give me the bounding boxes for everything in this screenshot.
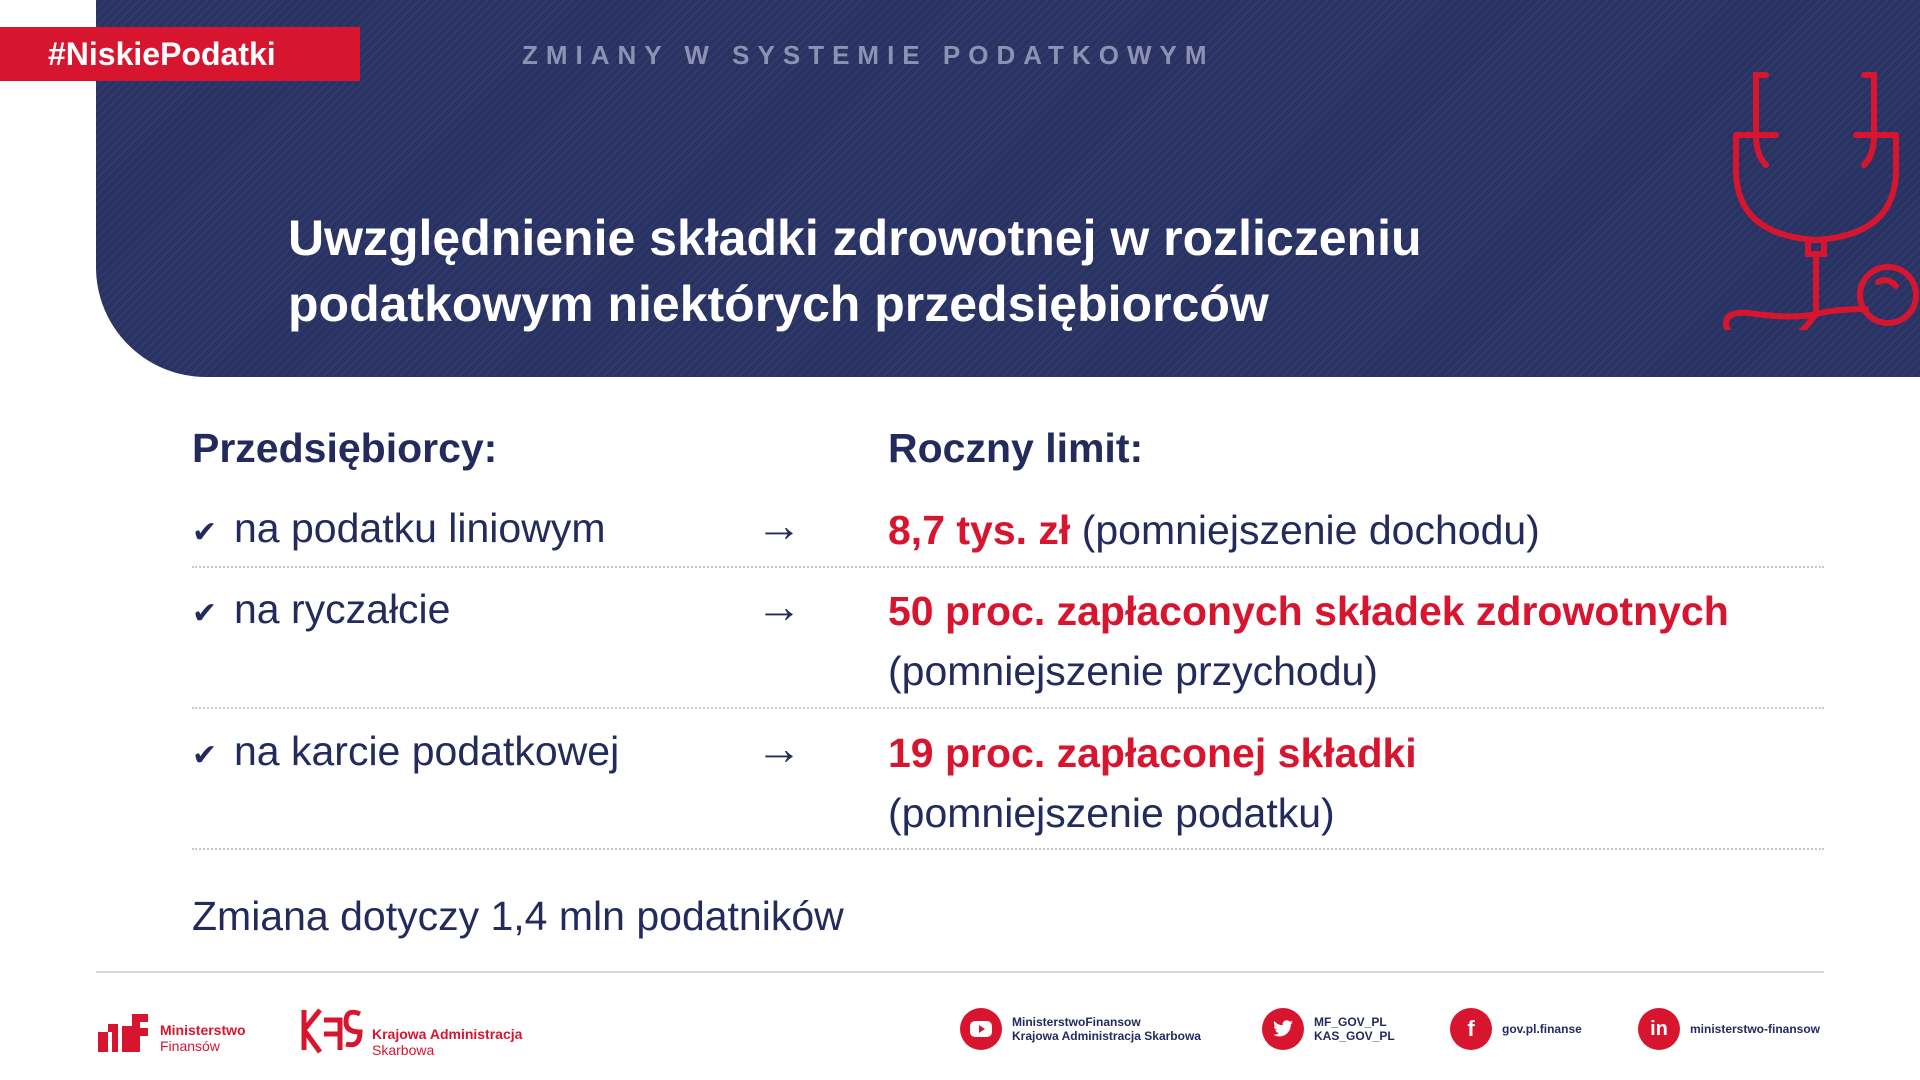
kas-logo-line-1: Krajowa Administracja: [372, 1026, 523, 1042]
kas-logo-line-2: Skarbowa: [372, 1042, 435, 1058]
summary-note: Zmiana dotyczy 1,4 mln podatników: [192, 893, 844, 939]
row-divider: [192, 848, 1824, 850]
list-item: [192, 586, 450, 633]
column-header-annual-limit: Roczny limit:: [888, 425, 1144, 471]
row-value-detail: (pomniejszenie dochodu): [1070, 507, 1540, 553]
row-value: [888, 723, 1417, 843]
row-value-highlight: 19 proc. zapłaconej składki: [888, 730, 1417, 776]
check-icon: ✔: [192, 516, 218, 549]
row-value-detail: (pomniejszenie przychodu): [888, 648, 1378, 694]
twitter-handle-2[interactable]: KAS_GOV_PL: [1314, 1029, 1395, 1043]
row-value: [888, 581, 1729, 701]
header-banner: [96, 0, 1920, 377]
twitter-handle-1[interactable]: MF_GOV_PL: [1314, 1015, 1387, 1029]
row-value-highlight: 8,7 tys. zł: [888, 507, 1071, 553]
kicker: ZMIANY W SYSTEMIE PODATKOWYM: [522, 40, 1215, 70]
mf-logo-icon: [96, 1012, 152, 1054]
social-linkedin[interactable]: [1638, 1008, 1820, 1050]
facebook-page[interactable]: gov.pl.finanse: [1502, 1022, 1582, 1036]
youtube-icon[interactable]: [960, 1008, 1002, 1050]
linkedin-icon[interactable]: in: [1638, 1008, 1680, 1050]
facebook-icon[interactable]: f: [1450, 1008, 1492, 1050]
social-facebook[interactable]: [1450, 1008, 1582, 1050]
twitter-icon[interactable]: [1262, 1008, 1304, 1050]
row-divider: [192, 566, 1824, 568]
row-item-label: na podatku liniowym: [234, 505, 606, 551]
hashtag-badge: #NiskiePodatki: [0, 27, 360, 81]
social-twitter[interactable]: [1262, 1008, 1395, 1050]
social-youtube[interactable]: [960, 1008, 1201, 1050]
youtube-channel-1[interactable]: MinisterstwoFinansow: [1012, 1015, 1141, 1029]
footer-divider: [96, 971, 1824, 973]
list-item: [192, 505, 605, 552]
check-icon: ✔: [192, 597, 218, 630]
arrow-right-icon: →: [756, 722, 802, 774]
mf-logo-line-2: Finansów: [160, 1038, 220, 1054]
arrow-right-icon: →: [756, 580, 802, 632]
kas-logo-icon: [300, 1006, 364, 1058]
linkedin-page[interactable]: ministerstwo-finansow: [1690, 1022, 1821, 1036]
mf-logo-line-1: Ministerstwo: [160, 1022, 246, 1038]
row-divider: [192, 707, 1824, 709]
arrow-right-icon: →: [756, 499, 802, 551]
check-icon: ✔: [192, 739, 218, 772]
page-title: [288, 205, 1688, 337]
column-header-entrepreneurs: Przedsiębiorcy:: [192, 425, 498, 471]
list-item: [192, 728, 619, 775]
logo-kas: [300, 1006, 522, 1058]
title-line-1: Uwzględnienie składki zdrowotnej w rozliczeniu: [288, 210, 1422, 266]
row-value-detail: (pomniejszenie podatku): [888, 790, 1335, 836]
logo-ministry-of-finance: [96, 1012, 246, 1054]
youtube-channel-2[interactable]: Krajowa Administracja Skarbowa: [1012, 1029, 1201, 1043]
row-value-highlight: 50 proc. zapłaconych składek zdrowotnych: [888, 588, 1729, 634]
row-item-label: na karcie podatkowej: [234, 728, 620, 774]
title-line-2: podatkowym niektórych przedsiębiorców: [288, 276, 1269, 332]
stethoscope-icon: [1716, 50, 1920, 330]
row-value: [888, 500, 1540, 560]
row-item-label: na ryczałcie: [234, 586, 451, 632]
